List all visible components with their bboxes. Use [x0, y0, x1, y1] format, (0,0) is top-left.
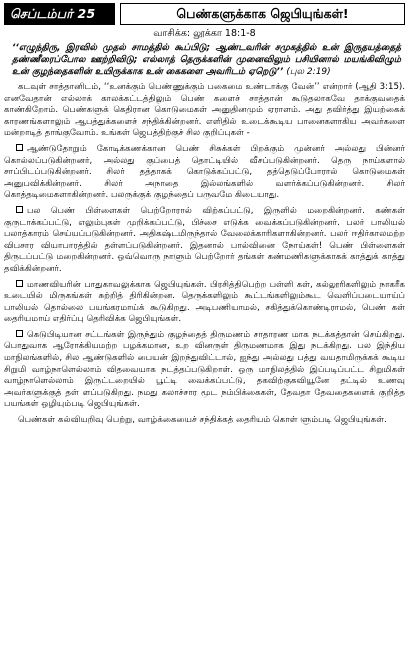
- prayer-point-3: [4, 280, 405, 326]
- devotional-page: [4, 3, 405, 663]
- key-verse-text: ‘‘எழுந்திரு, இரவில் முதல் சாமத்தில் கூப்பிடு; ஆண்டவரின் சமுகத்தில் உன் இருதயத்தைத் தண்ணீரைப்போல ஊற்றிவிடு; எல்லாத் தெருக்களின் முனைவிலும் பசியினால் மயங்கிவிழும் உன் குழந்தைகளின் உயிருக்காக உன் கைகளை அவரிடம் ஏறெடு’’: [12, 43, 401, 77]
- scripture-reading: வாசிக்க: லூக்கா 18:1-8: [153, 28, 256, 39]
- key-verse-reference: (புல 2:19): [286, 67, 331, 77]
- page-header: [4, 3, 405, 25]
- intro-paragraph: கடவுள் சாத்தானிடம், ‘‘உனக்கும் பெண்ணுக்கும் பகைமை உண்டாக்கு வேன்’’ என்றார் (ஆதி 3:15). எனவேதான் எல்லாக் காலக்கட்டத்திலும் பெண் களைச் சாத்தான் கூடுதலாகவே தாக்குவதைக் காண்கிறோம். பெண்களுக் கெதிரான கொடுமைகள் அனுதினமும் ஏராளம். அது தவிர்த்து இயற்கைக் காரணங்களாலும் ஆபத்துக்களைச் சந்திக்கின்றனர். எளிதில் உடைக்கூடிய பானைகளாகிய அவர்களை மன்றாடித் தாங்குவோம். உங்கள் ஜெபத்திற்குச் சில குறிப்புகள் -: [4, 82, 405, 139]
- prayer-point-text: ஆண்டுதோறும் கோடிக்கணக்கான பெண் சிசுக்கள் பிறக்கும் முன்னர் அல்லது பின்னர் கொல்லப்படுகின்றனர், அல்லது குப்பைத் தொட்டியில் வீசப்படுகின்றனர். தெரு நாய்களால் சாப்பிடப்படுகின்றனர். சிலர் தத்தாகக் கொடுக்கப்பட்டு, தத்தெடுப்போரால் கொடுமைகள் அனுபவிக்கின்றனர். சிலர் அநாதை இல்லங்களில் வளர்க்கப்படுகின்றனர். சிலர் கொத்தடிமைகளாகின்றனர். பலருக்குக் குழந்தைப் பருவமே கிடையாது.: [4, 143, 405, 201]
- prayer-point-4: [4, 330, 405, 411]
- prayer-point-text: பல பெண் பிள்ளைகள் பெற்றோரால் விற்கப்பட்டு, இருளில் மறைகின்றனர். கண்கள் குருடாக்கப்பட்டு, எலும்புகள் முறிக்கப்பட்டு, பிச்சை எடுக்க வைக்கப்படுகின்றனர். பலர் பாலியல் பலாத்காரம் செய்யப்படுகின்றனர். அதிகஷ்டமிருந்தால் வேலைக்காரிகளாகின்றனர். பலர் ஈதிர்காலமற்ற விபசார வியாபாரத்தில் தள்ளப்படுகின்றனர். இதனால் பால்வினை நோய்கள்! பெண் பிள்ளைகள் திருடப்பட்டு மறைகின்றனர். ஒவ்வொரு நாளும் பெற்றோர் தங்கள் கண்மணிகளுக்காகக் காத்துக் காத்து தவிக்கின்றனர்.: [4, 205, 405, 274]
- key-verse: [12, 42, 401, 78]
- square-bullet-icon: [16, 330, 23, 337]
- square-bullet-icon: [16, 206, 23, 213]
- prayer-point-1: [4, 144, 405, 202]
- prayer-point-text: மாணவியரின் பாதுகாவலுக்காக ஜெபியுங்கள். பிரசித்திபெற்ற பள்ளி கள், கல்லூரிகளிலும் நாகரீக உடையில் மிருகங்கள் சுற்றித் திரிகின்றன. தெருக்களிலும் கூட்டங்களிலும்கூட வெளிப்படையாய்ப் பாலியல் தொல்லை பயங்கரமாய்க் கூடுகிறது. அடிபணியாமல், சகித்துக்கொண்டிராமல், பெண் கள் தைரியமாய் எதிர்ப்பு தெரிவிக்க ஜெபியுங்கள்.: [4, 279, 405, 325]
- square-bullet-icon: [16, 144, 23, 151]
- page-title: பெண்களுக்காக ஜெபியுங்கள்!: [120, 3, 405, 25]
- square-bullet-icon: [16, 280, 23, 287]
- prayer-point-text: கெடுபிடியான சட்டங்கள் இருந்தும் குழந்தைத் திருமணம் சாதாரண மாக நடக்கத்தான் செய்கிறது. பொதுவாக ஆரோக்கியமற்ற பழக்கமான, உற வினருள் திருமணமாக இது நடக்கிறது. பல இந்திய மாநிலங்களில், சில ஆண்டுகளில் பையன் இறந்துவிட்டால், ஐந்து அல்லது பத்து வயதாமிருக்கக் கூடிய சிறுமி வாழ்நாளெல்லாம் விதவையாக நடத்தப்படுகிறாள். ஒரு மாநிலத்தில் இப்படிப்பட்ட சிறுமிகள் வாழ்நாளெல்லாம் இருட்டறையில் பூட்டி வைக்கப்பட்டு, தகவிற்குகவியூனே தட்டில் உணவு அவர்களுக்குத் தள் ளப்படுகிறது. நமது கலாச்சார மூட நம்பிக்கைகள், தேவதா தேவதைகளைக் குறித்த பயங்கள் ஒழியும்படி ஜெபியுங்கள்.: [4, 329, 405, 410]
- date-label: செப்டம்பர் 25: [4, 3, 115, 25]
- prayer-point-2: [4, 206, 405, 276]
- closing-paragraph: பெண்கள் கல்வியறிவு பெற்று, வாழ்க்கையைச் சந்திக்கத் தைரியம் கொள் ளும்படி ஜெபியுங்கள்.: [18, 415, 387, 426]
